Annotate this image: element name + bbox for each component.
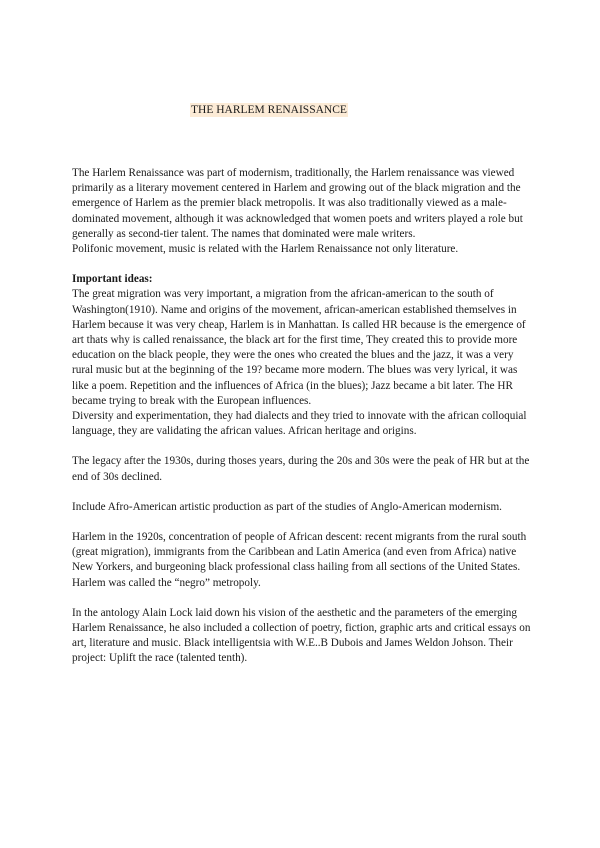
document-body [72,166,534,667]
important-ideas-heading: Important ideas: [72,273,153,286]
polifonic-paragraph: Polifonic movement, music is related with the Harlem Renaissance not only literature. [72,243,459,256]
paragraph-gap [72,485,534,500]
paragraph-gap [72,515,534,530]
paragraph-gap [72,591,534,606]
antology-paragraph: In the antology Alain Lock laid down his vision of the aesthetic and the parameters of the emerging Harlem Renaissance, he also included a collection of poetry, fiction, graphic arts and critical essays on art, literature and music. Black intelligentsia with W.E..B Dubois and James Weldon Johson. Their project: Uplift the race (talented tenth). [72,606,531,665]
paragraph-gap [72,257,534,272]
document-title: THE HARLEM RENAISSANCE [191,104,347,116]
include-paragraph: Include Afro-American artistic production as part of the studies of Anglo-American modernism. [72,500,502,513]
paragraph-gap [72,439,534,454]
diversity-paragraph: Diversity and experimentation, they had dialects and they tried to innovate with the african colloquial language, they are validating the african values. African heritage and origins. [72,410,527,438]
intro-paragraph: The Harlem Renaissance was part of modernism, traditionally, the Harlem renaissance was viewed primarily as a literary movement centered in Harlem and growing out of the black migration and the emergence of Harlem as the premier black metropolis. It was also traditionally viewed as a male-dominated movement, although it was acknowledged that women poets and writers played a role but generally as second-tier talent. The names that dominated were male writers. [72,167,523,240]
migration-paragraph: The great migration was very important, a migration from the african-american to the south of Washington(1910). Name and origins of the movement, african-american established themselves in Harlem because it was very cheap, Harlem is in Manhattan. Is called HR because is the emergence of art thats why is called renaissance, the black art for the first time, They created this to provide more education on the black people, they were the ones who created the blues and the jazz, it was a very rural music but at the beginning of the 19? became more modern. The blues was very lyrical, it was like a poem. Repetition and the influences of Africa (in the blues); Jazz became a bit later. The HR became trying to break with the European influences. [72,288,526,407]
legacy-paragraph: The legacy after the 1930s, during thoses years, during the 20s and 30s were the peak of HR but at the end of 30s declined. [72,455,530,483]
harlem-1920s-paragraph: Harlem in the 1920s, concentration of people of African descent: recent migrants from the rural south (great migration), immigrants from the Caribbean and Latin America (and even from Africa) native New Yorkers, and burgeoning black professional class hailing from all sections of the United States. Harlem was called the “negro” metropoly. [72,531,527,589]
